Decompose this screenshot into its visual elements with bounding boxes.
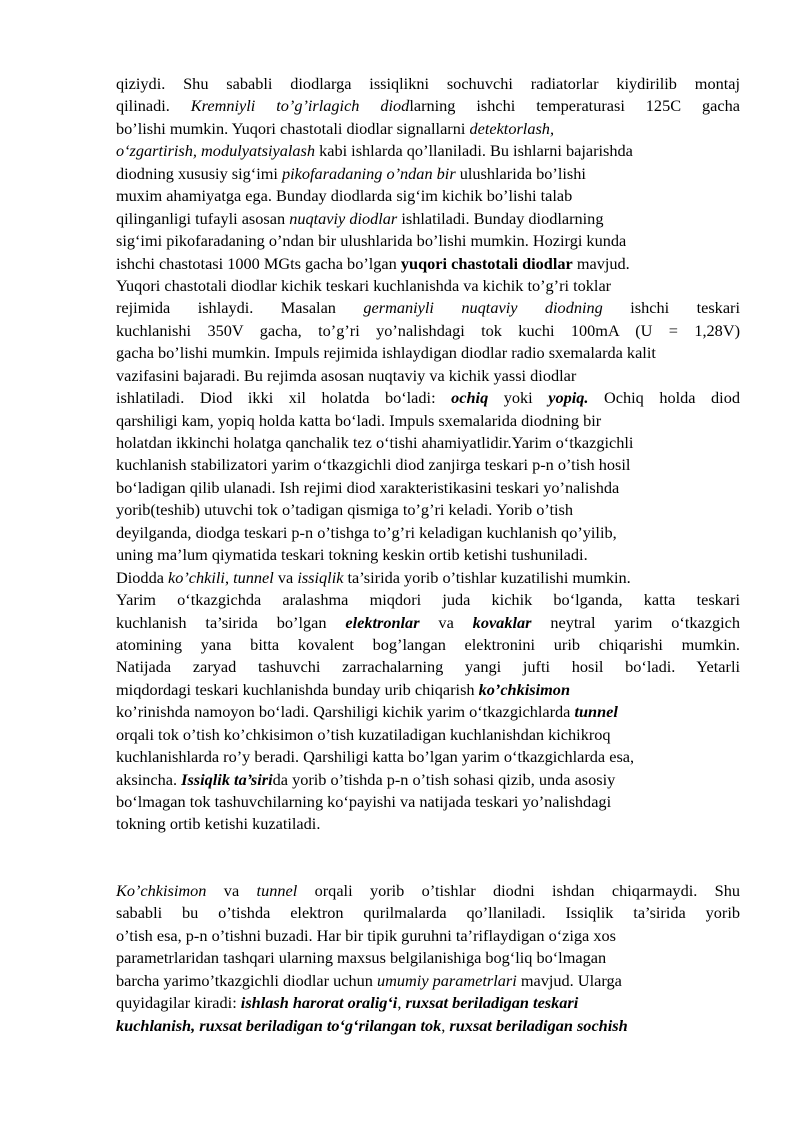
text-run: aksincha. (116, 769, 182, 789)
emphasized-text-run: pikofaradaning o’ndan bir (282, 163, 456, 183)
text-line (116, 544, 740, 566)
text-line (116, 880, 740, 902)
text-line (116, 1015, 740, 1037)
text-run: orqali yorib o’tishlar diodni ishdan chiqarmaydi. Shu (297, 881, 741, 900)
text-run: deyilganda, diodga teskari p-n o’tishga to’g’ri keladigan kuchlanish qo’yilib, (116, 522, 617, 542)
text-line (116, 925, 740, 947)
text-run: ishchi teskari (602, 298, 740, 318)
emphasized-text-run: detektorlash, (469, 118, 555, 138)
text-run: bo’lishi mumkin. Yuqori chastotali diodlar signallarni (116, 118, 470, 138)
text-run: Yuqori chastotali diodlar kichik teskari kuchlanishda va kichik to’g’ri toklar (116, 275, 612, 295)
text-run: , (224, 567, 234, 587)
text-line (116, 791, 740, 813)
text-run: kuchlanishlarda ro’y beradi. Qarshiligi katta bo’lgan yarim o‘tkazgichlarda esa, (116, 747, 635, 767)
emphasized-text-run: tunnel (233, 567, 274, 587)
text-line (116, 95, 740, 117)
text-line (116, 118, 740, 140)
text-run: mavjud. (572, 253, 630, 273)
text-line (116, 813, 740, 835)
text-line (116, 522, 740, 544)
emphasized-text-run: ochiq (451, 388, 489, 408)
emphasized-text-run: yuqori chastotali diodlar (400, 253, 573, 273)
text-line (116, 454, 740, 476)
emphasized-text-run: o‘zgartirish, modulyatsiyalash (116, 141, 316, 161)
text-run: Ochiq holda diod (588, 388, 740, 408)
text-run: kuchlanish ta’sirida bo’lgan (116, 612, 346, 632)
emphasized-text-run: ruxsat beriladigan teskari (405, 993, 579, 1013)
text-line (116, 342, 740, 364)
text-line (116, 140, 740, 162)
text-line (116, 701, 740, 723)
text-run: yorib(teshib) utuvchi tok o’tadigan qismiga to’g’ri keladi. Yorib o’tish (116, 500, 574, 520)
text-line (116, 567, 740, 589)
text-run: orqali tok o’tish ko’chkisimon o’tish kuzatiladigan kuchlanishdan kichikroq (116, 724, 611, 744)
emphasized-text-run: elektronlar (345, 612, 420, 632)
text-line (116, 902, 740, 924)
paragraph-diode-parameters (116, 880, 740, 1037)
emphasized-text-run: Issiqlik ta’siri (181, 769, 273, 789)
text-line (116, 410, 740, 432)
emphasized-text-run: nuqtaviy diodlar (289, 208, 398, 228)
text-run: o’tish esa, p-n o’tishni buzadi. Har bir tipik guruhni ta’riflaydigan o‘ziga xos (116, 925, 616, 945)
text-run: diodning xususiy sig‘imi (116, 163, 282, 183)
text-line (116, 230, 740, 252)
emphasized-text-run: ruxsat beriladigan sochish (449, 1015, 628, 1035)
text-line (116, 679, 740, 701)
text-run: atomining yana bitta kovalent bog’langan elektronini urib chiqarishi mumkin. (116, 634, 740, 654)
text-run: kabi ishlarda qo’llaniladi. Bu ishlarni bajarishda (315, 141, 633, 161)
text-line (116, 970, 740, 992)
text-run: uning ma’lum qiymatida teskari tokning keskin ortib ketishi tushuniladi. (116, 545, 588, 565)
text-run: va (273, 567, 298, 587)
text-run: tokning ortib ketishi kuzatiladi. (116, 814, 321, 834)
text-line (116, 253, 740, 275)
text-line (116, 185, 740, 207)
emphasized-text-run: kuchlanish, ruxsat beriladigan to‘g‘rilangan tok (116, 1015, 442, 1035)
text-line (116, 275, 740, 297)
text-run: qilinadi. (116, 96, 191, 116)
text-run: da yorib o’tishda p-n o’tish sohasi qizib, unda asosiy (272, 769, 616, 789)
text-run: Yarim o‘tkazgichda aralashma miqdori juda kichik bo‘lganda, katta teskari (116, 590, 740, 610)
text-run: muxim ahamiyatga ega. Bunday diodlarda sig‘im kichik bo’lishi talab (116, 186, 573, 206)
text-line (116, 432, 740, 454)
emphasized-text-run: umumiy parametrlari (377, 970, 517, 990)
text-run: vazifasini bajaradi. Bu rejimda asosan nuqtaviy va kichik yassi diodlar (116, 365, 577, 385)
text-line (116, 73, 740, 95)
text-line (116, 499, 740, 521)
emphasized-text-run: germaniyli nuqtaviy diodning (363, 298, 603, 318)
text-run: neytral yarim o‘tkazgich (531, 612, 740, 632)
text-run: ishchi chastotasi 1000 MGts gacha bo’lgan (116, 253, 401, 273)
emphasized-text-run: ishlash harorat oralig‘i (240, 993, 398, 1013)
text-run: mavjud. Ularga (516, 970, 622, 990)
text-run: bo‘ladigan qilib ulanadi. Ish rejimi diod xarakteristikasini teskari yo’nalishda (116, 477, 620, 497)
text-run: larning ishchi temperaturasi 125C gacha (409, 96, 740, 116)
text-line (116, 746, 740, 768)
text-run: bo‘lmagan tok tashuvchilarning ko‘payishi va natijada teskari yo’nalishdagi (116, 792, 612, 811)
text-run: yoki (488, 388, 549, 408)
text-line (116, 208, 740, 230)
paragraph-diode-types (116, 73, 740, 836)
emphasized-text-run: ko’chkili (168, 567, 225, 587)
emphasized-text-run: tunnel (574, 702, 618, 722)
emphasized-text-run: Ko’chkisimon (116, 881, 207, 900)
text-line (116, 297, 740, 319)
text-run: , (441, 1015, 450, 1035)
emphasized-text-run: issiqlik (297, 567, 344, 587)
text-line (116, 656, 740, 678)
text-run: kuchlanish stabilizatori yarim o‘tkazgichli diod zanjirga teskari p-n o’tish hosil (116, 455, 631, 475)
text-line (116, 477, 740, 499)
text-run: sababli bu o’tishda elektron qurilmalarda qo’llaniladi. Issiqlik ta’sirida yorib (116, 903, 740, 923)
text-line (116, 163, 740, 185)
text-line (116, 387, 740, 409)
text-run: qarshiligi kam, yopiq holda katta bo‘ladi. Impuls sxemalarida diodning bir (116, 410, 602, 430)
text-run: holatdan ikkinchi holatga qanchalik tez o‘tishi ahamiyatlidir.Yarim o‘tkazgichli (116, 433, 634, 452)
text-run: ishlatiladi. Bunday diodlarning (397, 208, 604, 228)
emphasized-text-run: yopiq. (548, 388, 589, 408)
text-run: Natijada zaryad tashuvchi zarrachalarning yangi jufti hosil bo‘ladi. Yetarli (116, 657, 740, 677)
text-run: kuchlanishi 350V gacha, to’g’ri yo’nalishdagi tok kuchi 100mA (U = 1,28V) (116, 320, 740, 340)
text-line (116, 589, 740, 611)
text-line (116, 365, 740, 387)
text-line (116, 612, 740, 634)
text-run: , (397, 993, 406, 1013)
text-run: ishlatiladi. Diod ikki xil holatda bo‘ladi: (116, 388, 452, 408)
text-run: va (206, 881, 257, 900)
emphasized-text-run: tunnel (256, 881, 298, 900)
text-line (116, 992, 740, 1014)
text-run: sig‘imi pikofaradaning o’ndan bir ulushlarida bo’lishi mumkin. Hozirgi kunda (116, 231, 627, 251)
text-line (116, 769, 740, 791)
text-run: quyidagilar kiradi: (116, 993, 241, 1013)
emphasized-text-run: Kremniyli to’g’irlagich diod (190, 96, 410, 116)
text-run: Diodda (116, 567, 168, 587)
text-line (116, 724, 740, 746)
text-run: rejimida ishlaydi. Masalan (116, 298, 364, 318)
text-run: miqdordagi teskari kuchlanishda bunday urib chiqarish (116, 679, 479, 699)
text-run: ko’rinishda namoyon bo‘ladi. Qarshiligi kichik yarim o‘tkazgichlarda (116, 702, 575, 722)
text-run: parametrlaridan tashqari ularning maxsus belgilanishiga bog‘liq bo‘lmagan (116, 948, 607, 968)
text-line (116, 947, 740, 969)
text-run: gacha bo’lishi mumkin. Impuls rejimida ishlaydigan diodlar radio sxemalarda kalit (116, 343, 656, 363)
text-run: qiziydi. Shu sababli diodlarga issiqlikni sochuvchi radiatorlar kiydirilib montaj (116, 74, 740, 93)
text-line (116, 634, 740, 656)
text-run: ta’sirida yorib o’tishlar kuzatilishi mumkin. (343, 567, 631, 587)
text-run: barcha yarimo’tkazgichli diodlar uchun (116, 970, 378, 990)
emphasized-text-run: kovaklar (472, 612, 532, 632)
text-run: va (419, 612, 473, 632)
text-line (116, 320, 740, 342)
emphasized-text-run: ko’chkisimon (478, 679, 570, 699)
text-run: ulushlarida bo’lishi (455, 163, 586, 183)
text-run: qilinganligi tufayli asosan (116, 208, 290, 228)
